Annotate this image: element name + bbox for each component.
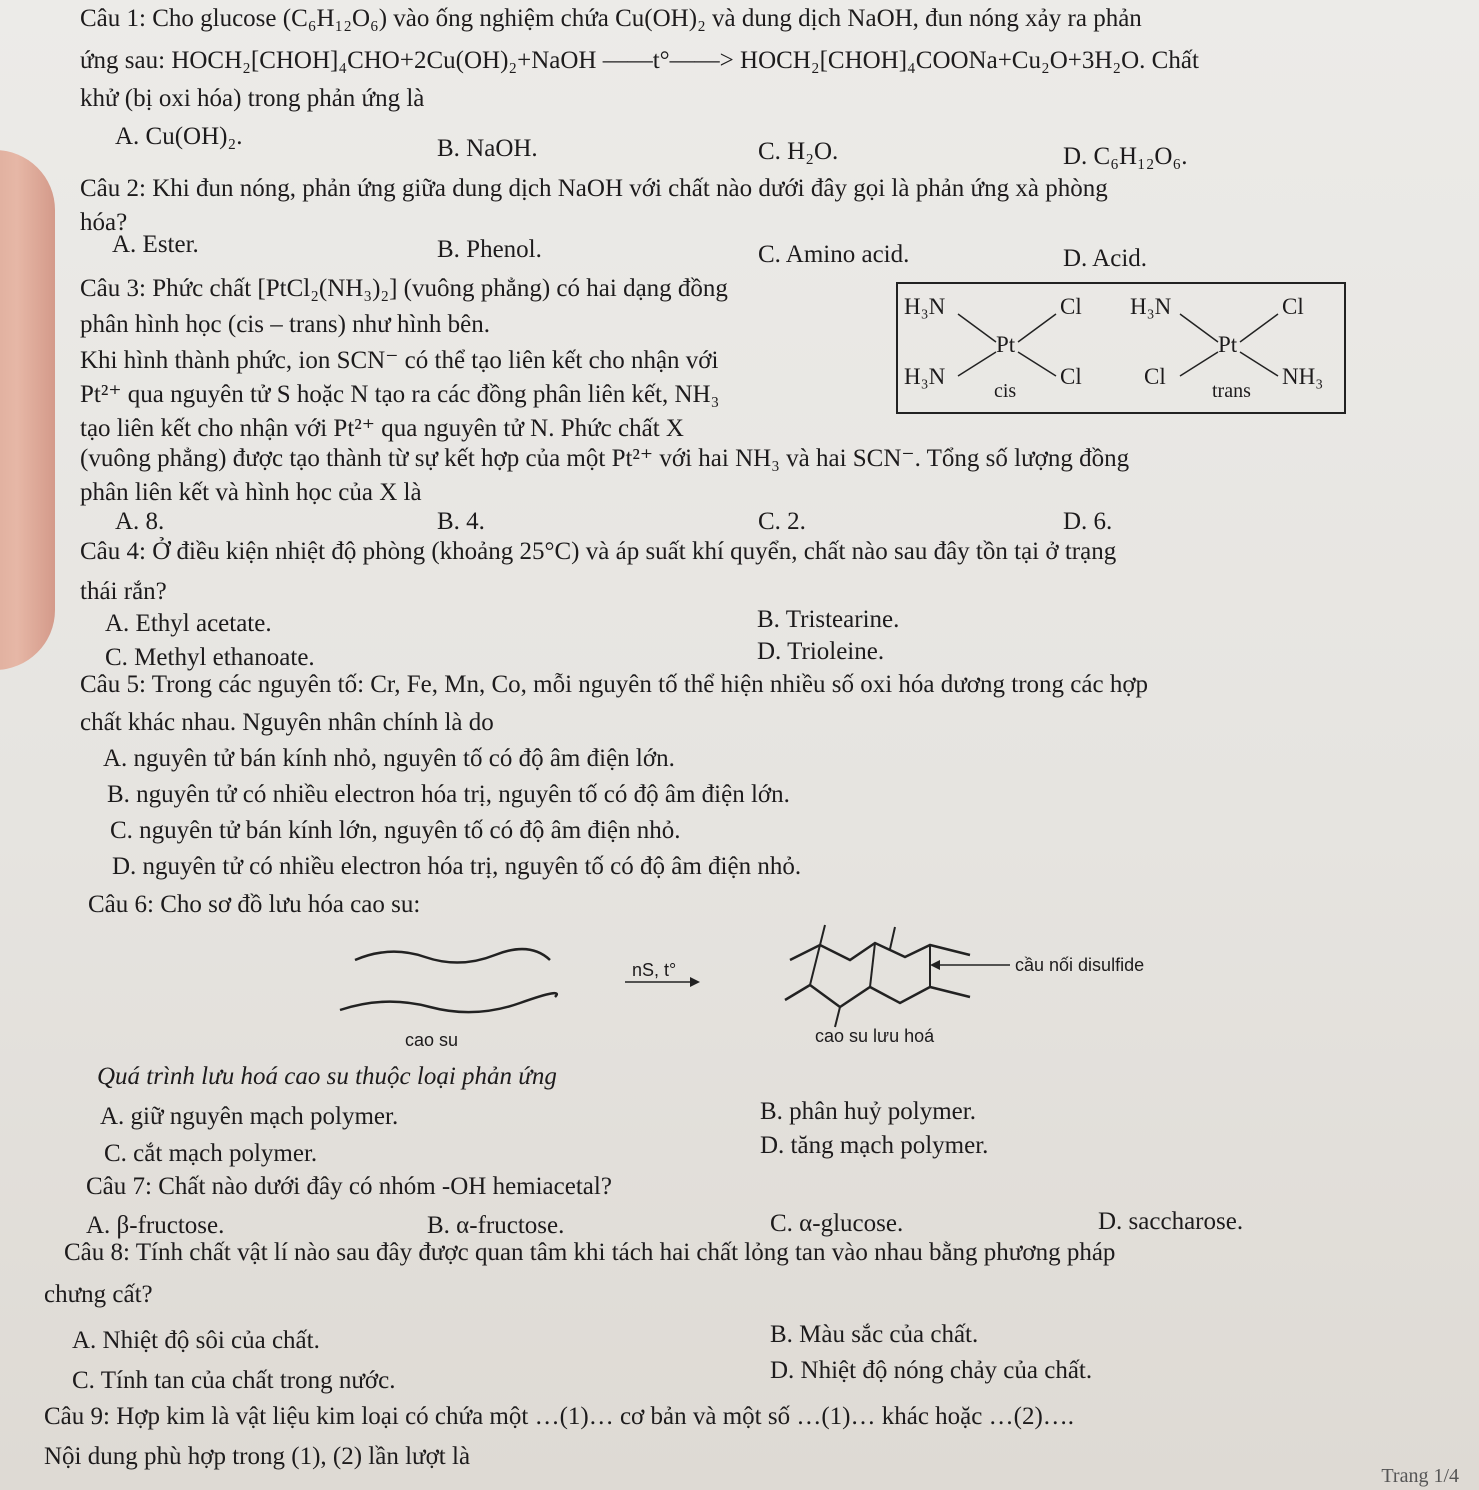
trans-label: trans [1212,380,1251,402]
question-1 [80,2,1450,116]
trans-bottom-left: Cl [1144,364,1166,389]
q2-option-d[interactable]: D. Acid. [1063,245,1148,272]
question-9 [44,1400,1464,1474]
cis-top-right: Cl [1060,294,1082,319]
cis-center: Pt [996,332,1016,357]
q1-line2: ứng sau: HOCH₂[CHOH]₄CHO+2Cu(OH)₂+NaOH ——t°——> HOCH₂[CHOH]₄COONa+Cu₂O+3H₂O. Chất [80,47,1199,74]
thumb-shadow [0,150,55,670]
trans-center: Pt [1218,332,1238,357]
q1-option-d[interactable]: D. C₆H₁₂O₆. [1063,143,1188,170]
q3-line6: (vuông phẳng) được tạo thành từ sự kết hợp của một Pt²⁺ với hai NH₃ và hai SCN⁻. Tổng số lượng đồng [80,445,1130,472]
question-5 [80,668,1450,740]
q1-option-a[interactable]: A. Cu(OH)₂. [115,123,243,150]
q6-line2: Quá trình lưu hoá cao su thuộc loại phản ứng [97,1063,557,1090]
cis-bottom-right: Cl [1060,364,1082,389]
isomer-diagram [896,282,1346,414]
q3-option-b[interactable]: B. 4. [437,508,485,535]
isomer-bonds [898,284,1344,412]
q8-line1: Câu 8: Tính chất vật lí nào sau đây được quan tâm khi tách hai chất lỏng tan vào nhau bằng phương pháp [64,1239,1116,1266]
q3-line7: phân liên kết và hình học của X là [80,479,422,506]
q1-option-c[interactable]: C. H₂O. [758,138,839,165]
vulcanization-diagram [330,915,1150,1040]
q7-line1: Câu 7: Chất nào dưới đây có nhóm -OH hemiacetal? [86,1173,612,1200]
q8-option-a[interactable]: A. Nhiệt độ sôi của chất. [72,1327,320,1354]
q4-option-c[interactable]: C. Methyl ethanoate. [105,644,315,671]
vulcanized-rubber-label: cao su lưu hoá [815,1026,935,1046]
q1-line3: khử (bị oxi hóa) trong phản ứng là [80,85,425,112]
q2-line1: Câu 2: Khi đun nóng, phản ứng giữa dung dịch NaOH với chất nào dưới đây gọi là phản ứng xà phòng [80,175,1108,202]
q6-option-b[interactable]: B. phân huỷ polymer. [760,1098,976,1125]
question-2 [80,172,1450,240]
q5-option-c[interactable]: C. nguyên tử bán kính lớn, nguyên tố có độ âm điện nhỏ. [110,817,681,844]
vulcanization-arrow-label: nS, t° [632,960,677,980]
question-7 [86,1170,1456,1204]
q2-option-b[interactable]: B. Phenol. [437,236,542,263]
q1-option-b[interactable]: B. NaOH. [437,135,538,162]
q3-line4: Pt²⁺ qua nguyên tử S hoặc N tạo ra các đồng phân liên kết, NH₃ [80,381,720,408]
q9-line1: Câu 9: Hợp kim là vật liệu kim loại có chứa một …(1)… cơ bản và một số …(1)… khác hoặc …(2)…. [44,1403,1075,1430]
cis-label: cis [994,380,1017,402]
q7-option-b[interactable]: B. α-fructose. [427,1212,565,1239]
q7-option-d[interactable]: D. saccharose. [1098,1208,1244,1235]
question-6-stem [97,1060,1467,1094]
q5-line1: Câu 5: Trong các nguyên tố: Cr, Fe, Mn, Co, mỗi nguyên tố thể hiện nhiều số oxi hóa dương trong các hợp [80,671,1149,698]
q2-option-a[interactable]: A. Ester. [112,231,199,258]
q6-line1: Câu 6: Cho sơ đồ lưu hóa cao su: [88,891,421,918]
trans-top-right: Cl [1282,294,1304,319]
q8-option-c[interactable]: C. Tính tan của chất trong nước. [72,1367,396,1394]
q5-option-d[interactable]: D. nguyên tử có nhiều electron hóa trị, nguyên tố có độ âm điện nhỏ. [112,853,802,880]
cis-bottom-left: H₃N [904,364,946,389]
q4-option-b[interactable]: B. Tristearine. [757,606,900,633]
q3-option-c[interactable]: C. 2. [758,508,806,535]
question-8 [44,1236,1434,1312]
q8-option-d[interactable]: D. Nhiệt độ nóng chảy của chất. [770,1357,1093,1384]
question-3-cont [80,442,1450,510]
page-footer: Trang 1/4 [1381,1465,1459,1487]
q9-line2: Nội dung phù hợp trong (1), (2) lần lượt là [44,1443,471,1470]
question-3 [80,272,880,446]
q4-line1: Câu 4: Ở điều kiện nhiệt độ phòng (khoảng 25°C) và áp suất khí quyển, chất nào sau đây tồn tại ở trạng [80,538,1117,565]
q6-option-d[interactable]: D. tăng mạch polymer. [760,1132,989,1159]
q4-option-a[interactable]: A. Ethyl acetate. [105,610,272,637]
q2-line2: hóa? [80,209,128,236]
q8-option-b[interactable]: B. Màu sắc của chất. [770,1321,979,1348]
q7-option-a[interactable]: A. β-fructose. [86,1212,225,1239]
q3-line3: Khi hình thành phức, ion SCN⁻ có thể tạo liên kết cho nhận với [80,347,719,374]
q8-line2: chưng cất? [44,1281,153,1308]
q3-line2: phân hình học (cis – trans) như hình bên. [80,311,490,338]
trans-top-left: H₃N [1130,294,1172,319]
q3-option-a[interactable]: A. 8. [115,508,165,535]
q3-line1: Câu 3: Phức chất [PtCl₂(NH₃)₂] (vuông phẳng) có hai dạng đồng [80,275,728,302]
cis-top-left: H₃N [904,294,946,319]
q6-option-c[interactable]: C. cắt mạch polymer. [104,1140,318,1167]
disulfide-bridge-label: cầu nối disulfide [1015,955,1145,975]
rubber-label: cao su [405,1030,459,1050]
q2-option-c[interactable]: C. Amino acid. [758,241,910,268]
q6-option-a[interactable]: A. giữ nguyên mạch polymer. [100,1103,399,1130]
trans-bottom-right: NH₃ [1282,364,1324,389]
q7-option-c[interactable]: C. α-glucose. [770,1210,904,1237]
q5-line2: chất khác nhau. Nguyên nhân chính là do [80,709,494,736]
q3-line5: tạo liên kết cho nhận với Pt²⁺ qua nguyên tử N. Phức chất X [80,415,684,442]
q3-option-d[interactable]: D. 6. [1063,508,1113,535]
q4-option-d[interactable]: D. Trioleine. [757,638,885,665]
question-4 [80,535,1450,609]
q1-line1: Câu 1: Cho glucose (C₆H₁₂O₆) vào ống nghiệm chứa Cu(OH)₂ và dung dịch NaOH, đun nóng xảy ra phản [80,5,1142,32]
q5-option-b[interactable]: B. nguyên tử có nhiều electron hóa trị, nguyên tố có độ âm điện lớn. [107,781,790,808]
q4-line2: thái rắn? [80,578,167,605]
q5-option-a[interactable]: A. nguyên tử bán kính nhỏ, nguyên tố có độ âm điện lớn. [103,745,675,772]
